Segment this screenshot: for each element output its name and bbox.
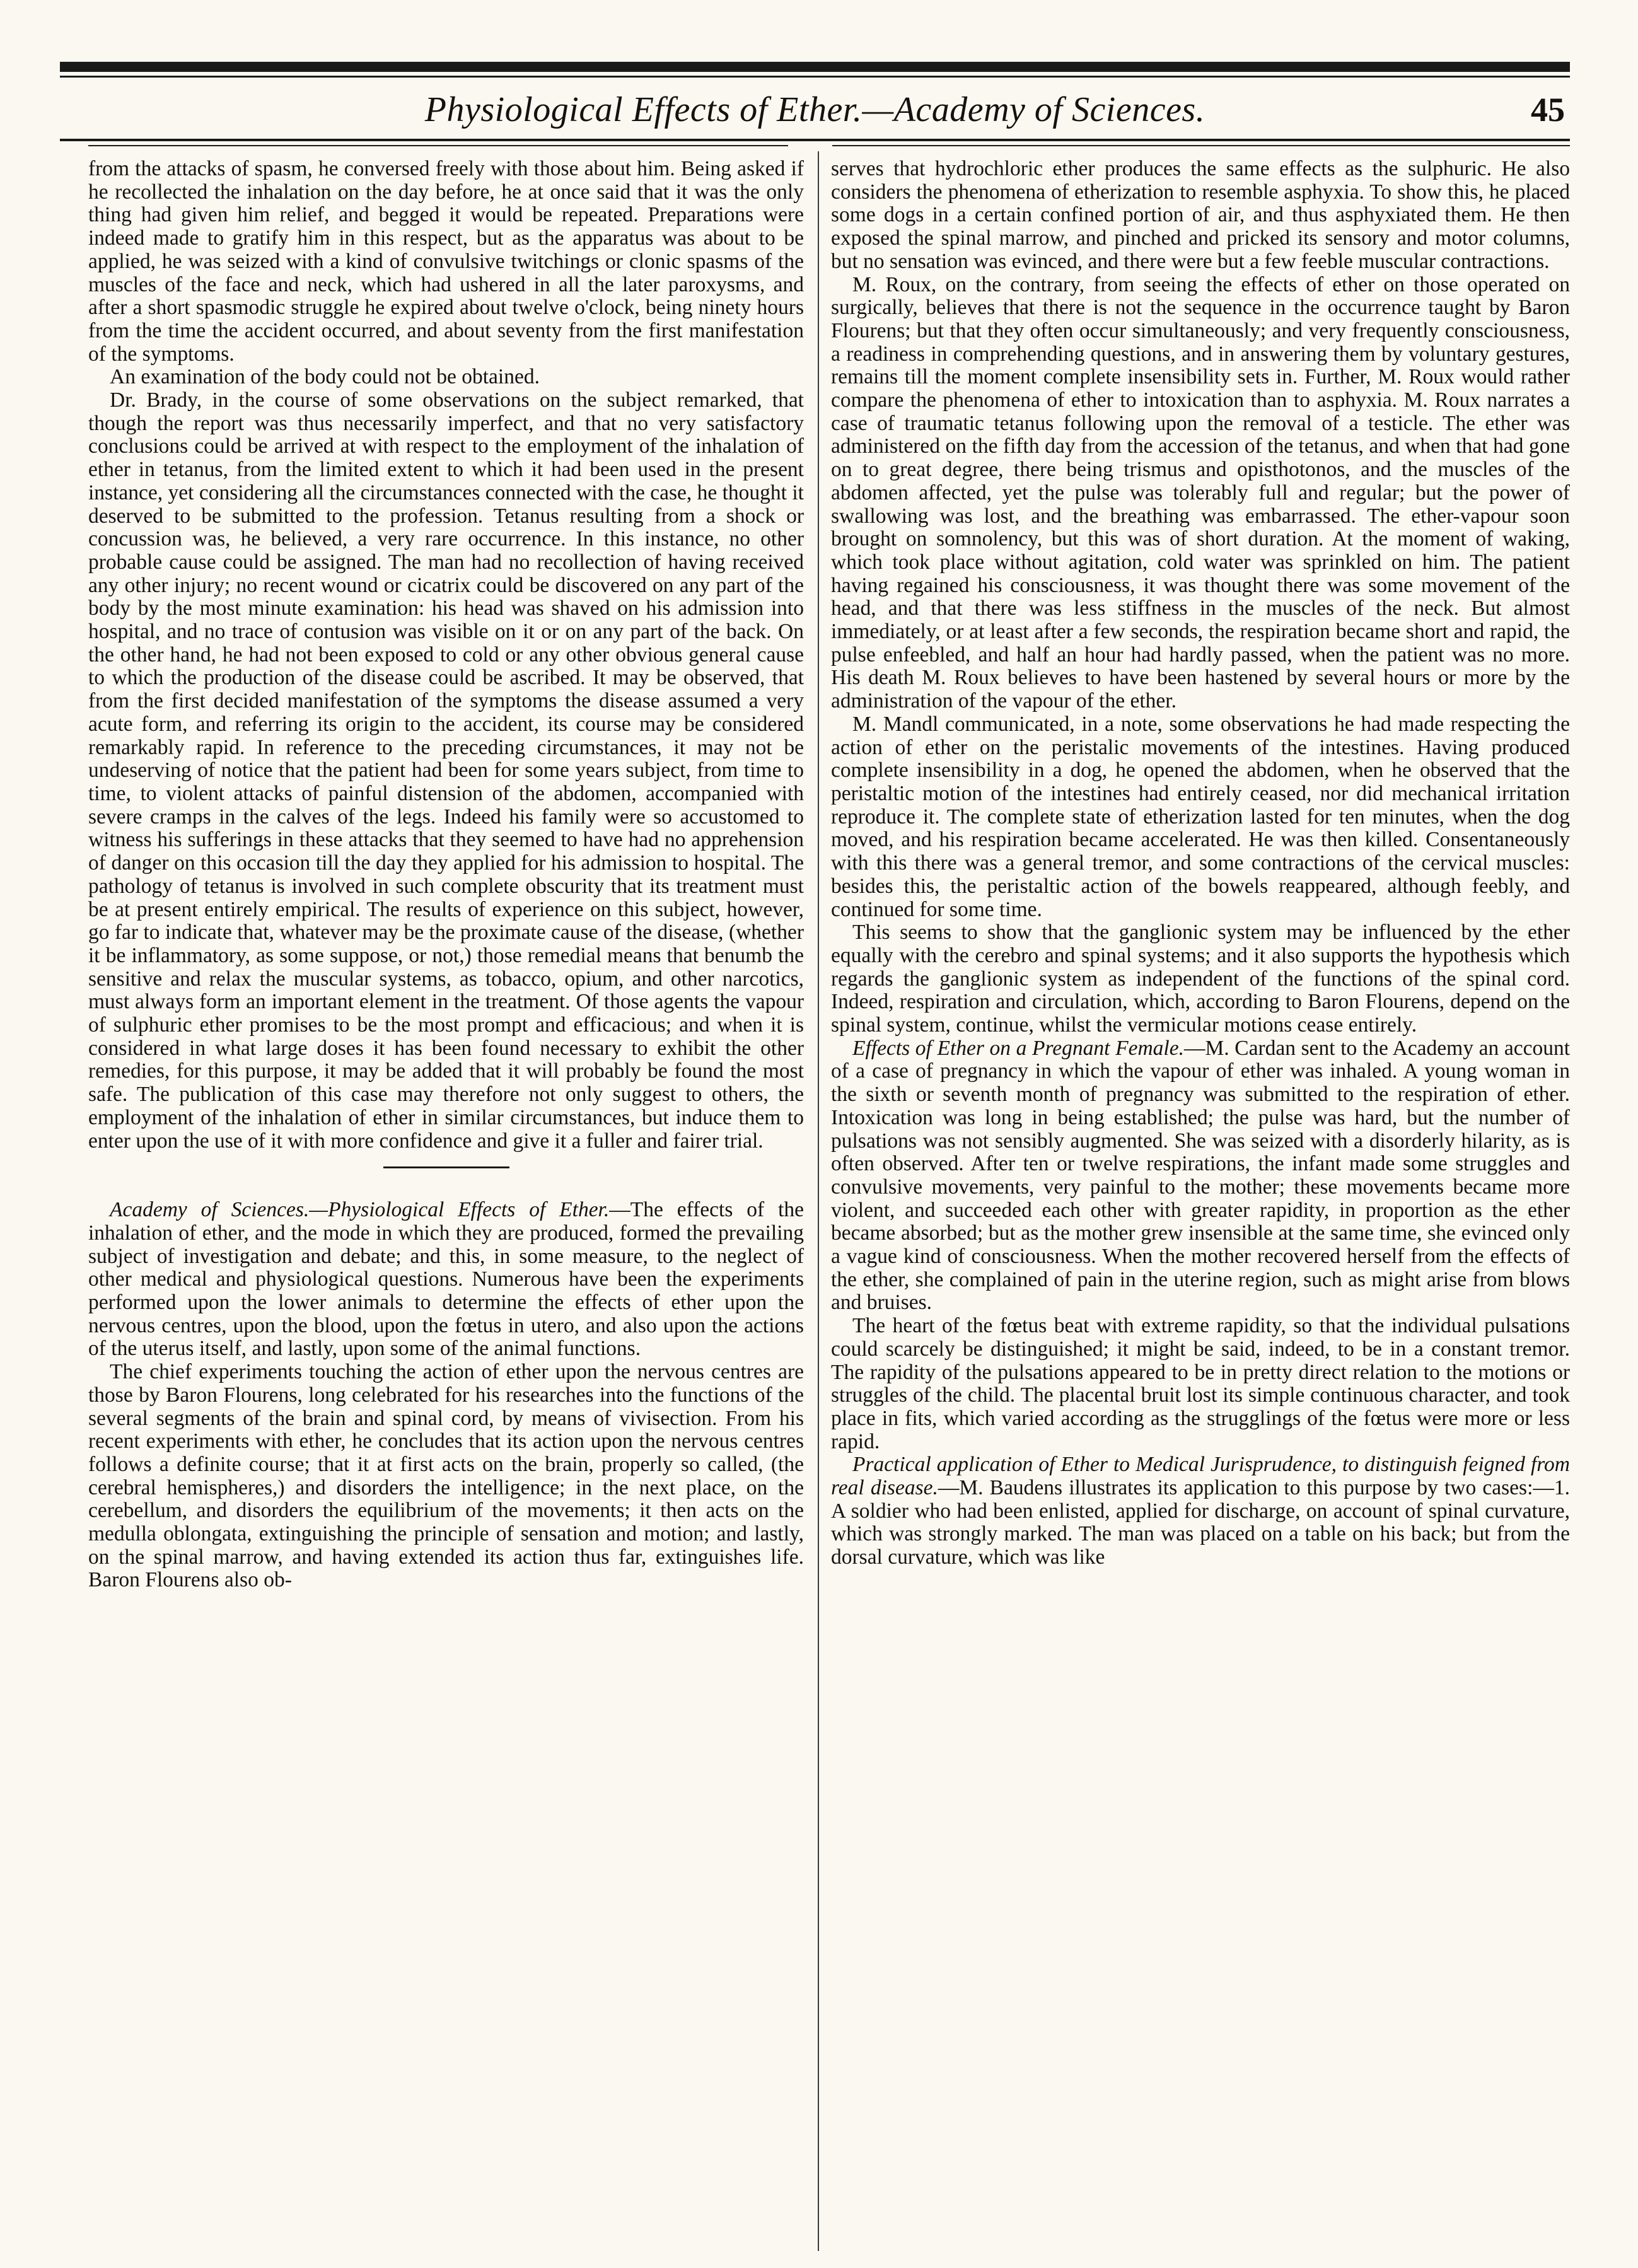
roux-paragraph: M. Roux, on the contrary, from seeing the effects of ether on those operated on surgically, believes that there is not the sequence in the occurrence taught by Baron Flourens; but that they often occur simultaneously; and very frequently consciousness, a readiness in comprehending questions, and in answering them by voluntary gestures, remains till the moment complete insensibility sets in. Further, M. Roux would rather compare the phenomena of ether to intoxication than to asphyxia. M. Roux narrates a case of traumatic tetanus following upon the removal of a testicle. The ether was administered on the fifth day from the accession of the tetanus, and when that had gone on to great degree, there being trismus and opisthotonos, and the muscles of the abdomen affected, yet the pulse was tolerably full and regular; but the power of swallowing was lost, and the breathing was embarrassed. The ether-vapour soon brought on somnolency, but this was of short duration. At the moment of waking, which took place without agitation, cold water was sprinkled on him. The patient having regained his consciousness, it was thought there was some movement of the head, and that there was less stiffness in the muscles of the neck. But almost immediately, or at least after a few seconds, the respiration became short and rapid, the pulse enfeebled, and half an hour had hardly passed, when the patient was no more. His death M. Roux believes to have been hastened by several hours or more by the administration of the vapour of the ether.	[831, 272, 1570, 713]
jurisprudence-heading: Practical application of Ether to Medical Jurisprudence, to distinguish feigned from real disease.	[831, 1453, 1570, 1500]
header-rule	[60, 139, 1570, 141]
left-header-rule	[88, 145, 788, 146]
section-separator	[383, 1166, 509, 1168]
ganglionic-paragraph: This seems to show that the ganglionic system may be influenced by the ether equally with the cerebro and spinal systems; and it also supports the hypothesis which regards the ganglionic system as independent of the functions of the spinal cord. Indeed, respiration and circulation, which, according to Baron Flourens, depend on the spinal system, continue, whilst the vermicular motions cease entirely.	[831, 921, 1570, 1037]
academy-paragraph-1-text: —The effects of the inhalation of ether, and the mode in which they are produced, formed the prevailing subject of investigation and debate; and this, in some measure, to the neglect of other medical and physiological questions. Numerous have been the experiments performed upon the lower animals to determine the effects of ether upon the nervous centres, upon the blood, upon the fœtus in utero, and also upon the actions of the uterus itself, and lastly, upon some of the animal functions.	[88, 1198, 804, 1361]
pregnant-female-text: —M. Cardan sent to the Academy an account of a case of pregnancy in which the vapour of ether was inhaled. A young woman in the sixth or seventh month of pregnancy was submitted to the respiration of ether. Intoxication was long in being established; the pulse was hard, but the number of pulsations was not sensibly augmented. She was seized with a disorderly hilarity, as is often observed. After ten or twelve respirations, the infant made some struggles and convulsive movements, very painful to the mother; these movements became more violent, and succeeded each other with greater rapidity, in proportion as the ether became absorbed; but as the mother grew insensible at the same time, she evinced only a vague kind of consciousness. When the mother recovered herself from the effects of the ether, she complained of pain in the uterine region, such as might arise from blows and bruises.	[831, 1036, 1570, 1315]
tetanus-paragraph-3: Dr. Brady, in the course of some observations on the subject remarked, that though the report was thus necessarily imperfect, and that no very satisfactory conclusions could be arrived at with respect to the employment of the inhalation of ether in tetanus, from the limited extent to which it had been used in the present instance, yet considering all the circumstances connected with the case, he thought it deserved to be submitted to the profession. Tetanus resulting from a shock or concussion was, he believed, a very rare occurrence. In this instance, no other probable cause could be assigned. The man had no recollection of having received any other injury; no recent wound or cicatrix could be discovered on any part of the body by the most minute examination: his head was shaved on his admission into hospital, and no trace of contusion was visible on it or on any part of the back. On the other hand, he had not been exposed to cold or any other obvious general cause to which the production of the disease could be ascribed. It may be observed, that from the first decided manifestation of the symptoms the disease assumed a very acute form, and referring its origin to the accident, its course may be considered remarkably rapid. In reference to the preceding circumstances, it may not be undeserving of notice that the patient had been for some years subject, from time to time, to violent attacks of painful distension of the abdomen, accompanied with severe cramps in the calves of the legs. Indeed his family were so accustomed to witness his sufferings in these attacks that they seemed to have had no apprehension of danger on this occasion till the day they applied for his admission to hospital. The pathology of tetanus is involved in such complete obscurity that its treatment must be at present entirely empirical. The results of experience on this subject, however, go far to indicate that, whatever may be the proximate cause of the disease, (whether it be inflammatory, as some suppose, or not,) those remedial means that benumb the sensitive and relax the muscular systems, as tobacco, opium, and other narcotics, must always form an important element in the treatment. Of those agents the vapour of sulphuric ether promises to be the most prompt and efficacious; and when it is considered in what large doses it has been found necessary to exhibit the other remedies, for this purpose, it may be added that it will probably be found the most safe. The publication of this case may therefore not only suggest to others, the employment of the inhalation of ether in similar circumstances, but induce them to enter upon the use of it with more confidence and give it a fuller and fairer trial.	[88, 388, 804, 1153]
pregnant-female-heading: Effects of Ether on a Pregnant Female.	[852, 1036, 1184, 1060]
page-number: 45	[1531, 91, 1565, 129]
academy-paragraph-2: The chief experiments touching the action of ether upon the nervous centres are those by Baron Flourens, long celebrated for his researches into the functions of the several segments of the brain and spinal cord, by means of vivisection. From his recent experiments with ether, he concludes that its action upon the nervous centres follows a definite course; that it at first acts on the brain, properly so called, (the cerebral hemispheres,) and disorders the intelligence; in the next place, on the cerebellum, and disorders the equilibrium of the movements; it then acts on the medulla oblongata, extinguishing the principle of sensation and motion; and lastly, on the spinal marrow, and having extended its action thus far, extinguishes life. Baron Flourens also ob-	[88, 1360, 804, 1592]
right-header-rule	[832, 145, 1570, 146]
pregnant-female-paragraph	[831, 1037, 1570, 1315]
left-column	[88, 158, 804, 2245]
foetus-paragraph: The heart of the fœtus beat with extreme rapidity, so that the individual pulsations could scarcely be distinguished; it might be said, indeed, to be in a constant tremor. The rapidity of the pulsations appeared to be in pretty direct relation to the motions or struggles of the child. The placental bruit lost its simple continuous character, and took place in fits, which varied according as the strugglings of the fœtus were more or less rapid.	[831, 1314, 1570, 1453]
right-column	[831, 158, 1570, 2245]
tetanus-paragraph-2: An examination of the body could not be obtained.	[110, 365, 540, 389]
column-divider	[818, 151, 819, 2251]
top-rule	[60, 62, 1570, 72]
tetanus-paragraph-1: from the attacks of spasm, he conversed freely with those about him. Being asked if he recollected the inhalation on the day before, he at once said that it was the only thing had given him relief, and begged it would be repeated. Preparations were indeed made to gratify him in this respect, but as the apparatus was about to be applied, he was seized with a kind of convulsive twitchings or clonic spasms of the muscles of the face and neck, which had ushered in all the later paroxysms, and after a short spasmodic struggle he expired about twelve o'clock, being ninety hours from the time the accident occurred, and about seventy from the first manifestation of the symptoms.	[88, 158, 804, 366]
academy-heading: Academy of Sciences.—Physiological Effects of Ether.	[110, 1198, 610, 1222]
jurisprudence-paragraph	[831, 1453, 1570, 1569]
top-rule-thin	[60, 76, 1570, 78]
running-title: Physiological Effects of Ether.—Academy of Sciences.	[424, 90, 1205, 129]
running-header	[60, 85, 1570, 142]
mandl-paragraph: M. Mandl communicated, in a note, some observations he had made respecting the action of ether on the peristalic movements of the intestines. Having produced complete insensibility in a dog, he opened the abdomen, when he observed that the peristaltic motion of the intestines had entirely ceased, nor did mechanical irritation reproduce it. The complete state of etherization lasted for ten minutes, when the dog moved, and his respiration became accelerated. He was then killed. Consentaneously with this there was a general tremor, and some contractions of the cervical muscles: besides this, the peristaltic action of the bowels reappeared, although feebly, and continued for some time.	[831, 712, 1570, 921]
jurisprudence-text: —M. Baudens illustrates its application to this purpose by two cases:—1. A soldier who had been enlisted, applied for discharge, on account of spinal curvature, which was strongly marked. The man was placed on a table on his back; but from the dorsal curvature, which was like	[831, 1476, 1570, 1569]
academy-paragraph-1	[88, 1199, 804, 1361]
flourens-continuation: serves that hydrochloric ether produces the same effects as the sulphuric. He also considers the phenomena of etherization to resemble asphyxia. To show this, he placed some dogs in a certain confined portion of air, and thus asphyxiated them. He then exposed the spinal marrow, and pinched and pricked its sensory and motor columns, but no sensation was evinced, and there were but a few feeble muscular contractions.	[831, 158, 1570, 273]
